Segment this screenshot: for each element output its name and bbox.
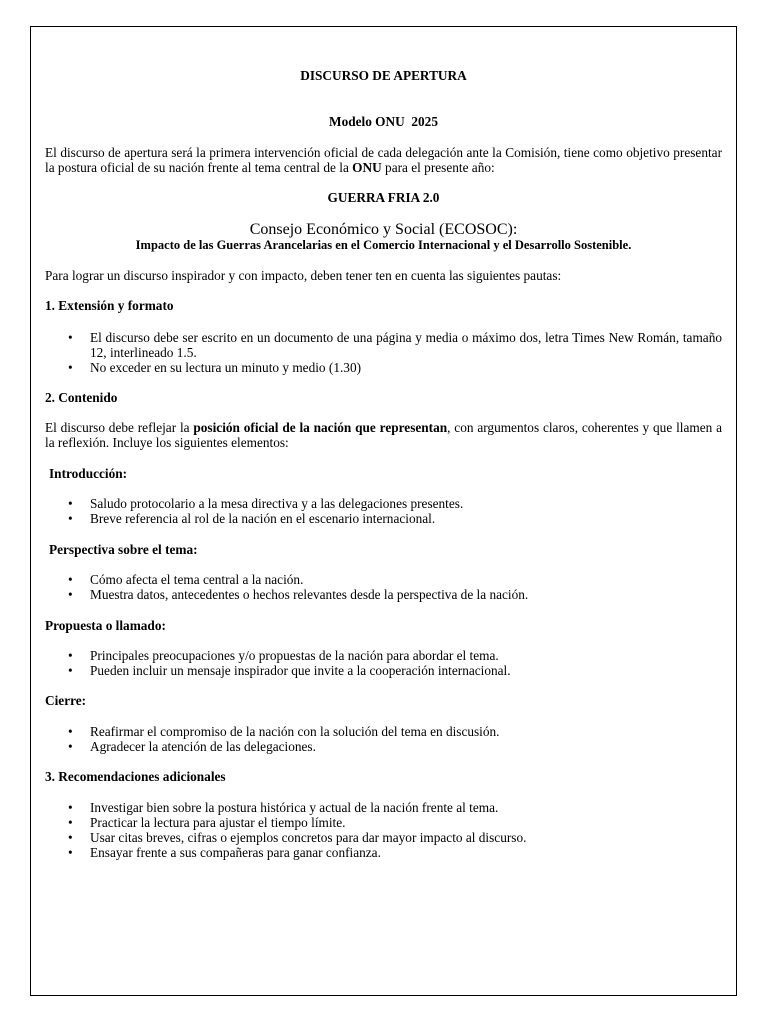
introduccion-list: [45, 496, 722, 526]
list-item: • Agradecer la atención de las delegaciones.: [45, 739, 722, 754]
document-title: DISCURSO DE APERTURA: [300, 68, 467, 83]
theme-heading: GUERRA FRIA 2.0: [327, 190, 440, 205]
list-item: • Practicar la lectura para ajustar el tiempo límite.: [45, 815, 722, 830]
cierre-list: [45, 724, 722, 754]
list-item: • Breve referencia al rol de la nación en el escenario internacional.: [45, 511, 722, 526]
subsection-cierre-heading: Cierre:: [45, 693, 87, 708]
intro-text-1: El discurso de apertura será la primera intervención oficial de cada delegación ante la Comisión, tiene como objetivo presentar la postura oficial de su nación frente al tema central de la: [45, 145, 722, 175]
document-subtitle: Modelo ONU 2025: [329, 114, 438, 129]
section-format-heading: 1. Extensión y formato: [45, 298, 174, 313]
intro-bold-onu: ONU: [352, 160, 382, 175]
list-item: • No exceder en su lectura un minuto y medio (1.30): [45, 360, 722, 375]
list-item: • Investigar bien sobre la postura histórica y actual de la nación frente al tema.: [45, 800, 722, 815]
section-content-heading: 2. Contenido: [45, 390, 118, 405]
topic-heading: Impacto de las Guerras Arancelarias en el Comercio Internacional y el Desarrollo Sostenible.: [135, 238, 632, 252]
list-item: • Saludo protocolario a la mesa directiva y a las delegaciones presentes.: [45, 496, 722, 511]
list-item: • El discurso debe ser escrito en un documento de una página y media o máximo dos, letra Times New Román, tamaño 12, interlineado 1.5.: [45, 330, 722, 360]
content-bold-text: posición oficial de la nación que representan: [193, 420, 448, 435]
intro-paragraph: [45, 145, 722, 175]
list-item: • Reafirmar el compromiso de la nación con la solución del tema en discusión.: [45, 724, 722, 739]
subsection-introduccion-heading: Introducción:: [49, 466, 128, 481]
list-item: • Muestra datos, antecedentes o hechos relevantes desde la perspectiva de la nación.: [45, 587, 722, 602]
list-item: • Ensayar frente a sus compañeras para ganar confianza.: [45, 845, 722, 860]
list-item: • Cómo afecta el tema central a la nación.: [45, 572, 722, 587]
content-text-1: El discurso debe reflejar la: [45, 420, 194, 435]
content-text-2: , con argumentos claros, coherentes y que llamen a la reflexión. Incluye los siguientes elementos:: [45, 420, 722, 450]
intro-text-2: para el presente año:: [381, 160, 495, 175]
subsection-perspectiva-heading: Perspectiva sobre el tema:: [49, 542, 198, 557]
format-list: [45, 330, 722, 375]
content-paragraph: [45, 420, 722, 450]
subsection-propuesta-heading: Propuesta o llamado:: [45, 618, 166, 633]
committee-heading: Consejo Económico y Social (ECOSOC):: [249, 221, 518, 238]
list-item: • Usar citas breves, cifras o ejemplos concretos para dar mayor impacto al discurso.: [45, 830, 722, 845]
list-item: • Pueden incluir un mensaje inspirador que invite a la cooperación internacional.: [45, 663, 722, 678]
recommendations-list: [45, 800, 722, 860]
propuesta-list: [45, 648, 722, 678]
perspectiva-list: [45, 572, 722, 602]
list-item: • Principales preocupaciones y/o propuestas de la nación para abordar el tema.: [45, 648, 722, 663]
guidelines-intro: Para lograr un discurso inspirador y con impacto, deben tener ten en cuenta las siguientes pautas:: [45, 268, 562, 283]
section-recommendations-heading: 3. Recomendaciones adicionales: [45, 769, 226, 784]
